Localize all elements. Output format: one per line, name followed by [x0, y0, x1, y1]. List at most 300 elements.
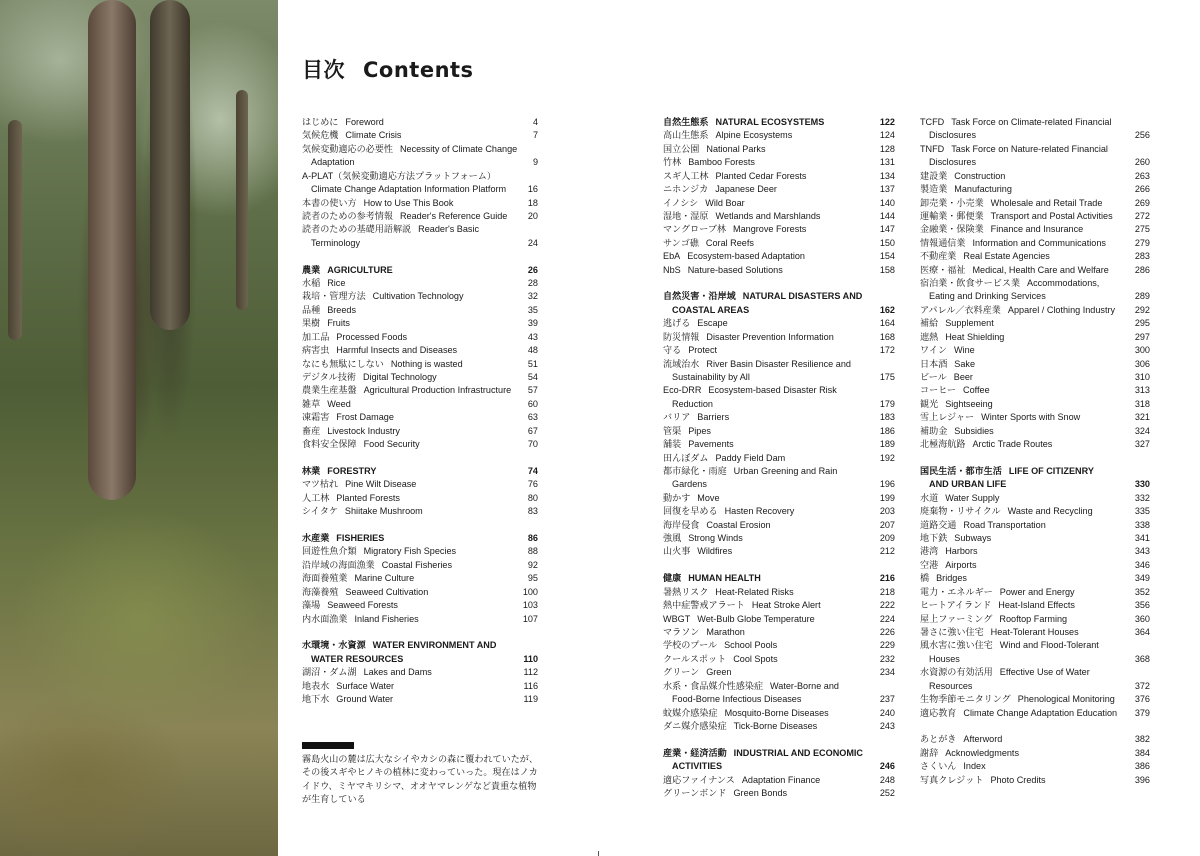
page-number: 186 — [879, 425, 895, 436]
entry-title-en: Tick-Borne Diseases — [733, 720, 818, 731]
entry-title — [663, 572, 895, 585]
entry-title-jp: バリア — [663, 412, 691, 423]
entry-title-jp: 暑さに強い住宅 — [920, 627, 984, 638]
entry-title-en: Waste and Recycling — [1007, 506, 1093, 517]
entry-title-jp: 熱中症警戒アラート — [663, 600, 745, 611]
page-number: 175 — [879, 372, 895, 382]
toc-entry[interactable] — [302, 344, 538, 357]
toc-entry[interactable] — [663, 774, 895, 787]
toc-section-heading[interactable] — [663, 747, 895, 774]
entry-title-jp: 暑熱リスク — [663, 586, 709, 597]
toc-entry[interactable] — [663, 237, 895, 250]
page-number: 330 — [1134, 479, 1150, 490]
entry-title-en: Task Force on Climate-related Financial — [951, 117, 1112, 127]
toc-entry[interactable] — [663, 519, 895, 532]
toc-entry[interactable] — [663, 720, 895, 733]
toc-entry[interactable] — [663, 129, 895, 142]
entry-title-en: Processed Foods — [336, 331, 408, 342]
toc-entry[interactable] — [920, 250, 1150, 263]
entry-title — [302, 344, 538, 357]
entry-title — [920, 599, 1150, 612]
entry-title-jp: NbS — [663, 264, 681, 275]
entry-title-en: Mangrove Forests — [733, 224, 807, 235]
toc-entry[interactable] — [920, 613, 1150, 626]
toc-entry[interactable] — [663, 425, 895, 438]
entry-title-en: Wetlands and Marshlands — [715, 210, 821, 221]
tree-trunk — [236, 90, 248, 310]
toc-entry[interactable] — [920, 599, 1150, 612]
toc-entry[interactable] — [920, 116, 1150, 143]
entry-title — [663, 250, 895, 263]
entry-title — [920, 760, 1150, 773]
entry-title — [663, 358, 895, 371]
entry-title-jp: 自然災害・沿岸域 — [663, 291, 736, 302]
entry-title — [302, 411, 538, 424]
entry-title — [663, 156, 895, 169]
entry-title-en: Power and Energy — [999, 586, 1075, 597]
page-number: 95 — [527, 573, 538, 584]
entry-title-en: Wild Boar — [705, 197, 745, 208]
toc-section-heading[interactable] — [663, 290, 895, 317]
entry-title-jp: 畜産 — [302, 425, 321, 436]
title-en: Contents — [363, 58, 474, 82]
toc-entry[interactable] — [920, 545, 1150, 558]
toc-section-heading[interactable] — [663, 116, 895, 129]
entry-title — [920, 183, 1150, 196]
toc-entry[interactable] — [663, 626, 895, 639]
toc-entry[interactable] — [920, 264, 1150, 277]
entry-title — [663, 586, 895, 599]
entry-title-en: Subways — [954, 533, 992, 544]
toc-entry[interactable] — [663, 505, 895, 518]
entry-title-en: Ground Water — [336, 694, 394, 705]
toc-entry[interactable] — [920, 586, 1150, 599]
entry-title — [663, 653, 895, 666]
toc-entry[interactable] — [920, 733, 1150, 746]
toc-entry[interactable] — [302, 586, 538, 599]
page-number: 128 — [879, 143, 895, 154]
entry-title — [920, 505, 1150, 518]
toc-entry[interactable] — [663, 586, 895, 599]
toc-section-heading[interactable] — [302, 532, 538, 545]
toc-entry[interactable] — [663, 639, 895, 652]
entry-title-jp: 建設業 — [920, 170, 948, 181]
entry-title-jp: なにも無駄にしない — [302, 358, 384, 369]
toc-entry[interactable] — [663, 384, 895, 411]
entry-title — [302, 264, 538, 277]
toc-entry[interactable] — [302, 384, 538, 397]
entry-title-en: Paddy Field Dam — [715, 452, 786, 463]
page-number: 189 — [879, 439, 895, 450]
toc-entry[interactable] — [920, 304, 1150, 317]
entry-title-en: Water-Borne and — [770, 680, 839, 691]
toc-entry[interactable] — [302, 438, 538, 451]
entry-title-en: Transport and Postal Activities — [990, 210, 1113, 221]
entry-title-en: Finance and Insurance — [990, 224, 1084, 235]
toc-section-heading[interactable] — [663, 572, 895, 585]
entry-title-en: Afterword — [963, 734, 1003, 745]
toc-entry[interactable] — [920, 170, 1150, 183]
entry-title — [920, 398, 1150, 411]
toc-entry[interactable] — [302, 680, 538, 693]
toc-entry[interactable] — [302, 129, 538, 142]
page-number: 382 — [1134, 734, 1150, 745]
entry-title-jp: 読者のための基礎用語解説 — [302, 224, 412, 235]
page-number: 335 — [1134, 506, 1150, 517]
entry-title-jp: 回遊性魚介類 — [302, 546, 357, 557]
toc-entry[interactable] — [302, 492, 538, 505]
page-number: 131 — [879, 157, 895, 168]
entry-title-jp: 凍霜害 — [302, 412, 330, 423]
toc-entry[interactable] — [920, 639, 1150, 666]
entry-title-en: Ecosystem-based Disaster Risk — [708, 385, 837, 396]
entry-title-en: National Parks — [706, 143, 766, 154]
entry-title-jp: ワイン — [920, 345, 948, 356]
toc-entry[interactable] — [663, 183, 895, 196]
page-number: 88 — [527, 546, 538, 557]
toc-entry[interactable] — [663, 613, 895, 626]
toc-entry[interactable] — [663, 331, 895, 344]
page-number: 158 — [879, 264, 895, 275]
entry-title-en: Beer — [953, 372, 973, 383]
entry-title-en: Cultivation Technology — [372, 291, 464, 302]
page-number: 7 — [532, 130, 538, 141]
entry-title — [663, 639, 895, 652]
entry-title — [920, 197, 1150, 210]
entry-title-en: Weed — [327, 398, 351, 409]
page-number: 147 — [879, 224, 895, 235]
toc-entry[interactable] — [663, 465, 895, 492]
entry-title-en: Cool Spots — [733, 653, 778, 664]
toc-column-2 — [663, 116, 895, 800]
entry-title-en: Digital Technology — [363, 372, 437, 382]
toc-entry[interactable] — [302, 210, 538, 223]
toc-entry[interactable] — [663, 143, 895, 156]
toc-entry[interactable] — [302, 371, 538, 384]
toc-entry[interactable] — [302, 613, 538, 626]
entry-title — [920, 384, 1150, 397]
toc-entry[interactable] — [302, 666, 538, 679]
page-number: 35 — [527, 304, 538, 315]
entry-title-en: Effective Use of Water — [999, 667, 1090, 678]
toc-entry[interactable] — [302, 398, 538, 411]
entry-title — [663, 532, 895, 545]
entry-title-jp: 北極海航路 — [920, 439, 966, 450]
toc-entry[interactable] — [663, 210, 895, 223]
page-number: 229 — [879, 640, 895, 651]
entry-title-jp: 気候変動適応の必要性 — [302, 143, 393, 154]
toc-entry[interactable] — [663, 545, 895, 558]
entry-title-en: Food Security — [363, 439, 420, 450]
entry-title — [920, 411, 1150, 424]
toc-entry[interactable] — [663, 411, 895, 424]
toc-entry[interactable] — [302, 478, 538, 491]
entry-title-en: Nature-based Solutions — [687, 264, 783, 275]
toc-entry[interactable] — [663, 787, 895, 800]
toc-entry[interactable] — [663, 492, 895, 505]
entry-title-jp: 海岸侵食 — [663, 519, 700, 530]
entry-title — [663, 317, 895, 330]
toc-entry[interactable] — [663, 666, 895, 679]
toc-entry[interactable] — [920, 223, 1150, 236]
toc-entry[interactable] — [920, 237, 1150, 250]
toc-entry[interactable] — [920, 572, 1150, 585]
toc-entry[interactable] — [302, 223, 538, 250]
entry-title-en: Frost Damage — [336, 412, 394, 423]
page-number: 321 — [1134, 412, 1150, 423]
entry-title-jp: 読者のための参考情報 — [302, 210, 393, 221]
page-number: 144 — [879, 210, 895, 221]
entry-title-jp: 栽培・管理方法 — [302, 291, 366, 302]
toc-entry[interactable] — [302, 143, 538, 170]
entry-title — [663, 452, 895, 465]
toc-entry[interactable] — [302, 505, 538, 518]
toc-entry[interactable] — [663, 223, 895, 236]
toc-entry[interactable] — [302, 304, 538, 317]
page-number: 300 — [1134, 345, 1150, 356]
entry-title-jp: 品種 — [302, 304, 321, 315]
toc-entry[interactable] — [920, 317, 1150, 330]
toc-entry[interactable] — [663, 250, 895, 263]
page-number: 119 — [523, 694, 538, 705]
toc-entry[interactable] — [920, 331, 1150, 344]
section-spacer — [302, 452, 538, 465]
page-number: 110 — [523, 653, 538, 664]
toc-entry[interactable] — [302, 317, 538, 330]
page-number: 376 — [1134, 694, 1150, 705]
photo-caption: 霧島火山の麓は広大なシイやカシの森に覆われていたが、その後スギやヒノキの植林に変わっていった。現在はノカイドウ、ミヤマキリシマ、オオヤマレンゲなど貴重な植物が生育している — [302, 754, 538, 805]
entry-title-jp: サンゴ礁 — [663, 237, 699, 248]
toc-entry[interactable] — [302, 116, 538, 129]
entry-title — [920, 317, 1150, 330]
toc-entry[interactable] — [663, 156, 895, 169]
entry-title — [663, 170, 895, 183]
entry-title — [920, 143, 1150, 156]
entry-title — [663, 626, 895, 639]
page-number: 172 — [879, 345, 895, 356]
toc-section-heading[interactable] — [920, 465, 1150, 492]
page-title — [302, 54, 474, 84]
toc-section-heading[interactable] — [302, 465, 538, 478]
toc-entry[interactable] — [663, 358, 895, 385]
toc-entry[interactable] — [920, 438, 1150, 451]
toc-entry[interactable] — [663, 680, 895, 707]
toc-entry[interactable] — [920, 693, 1150, 706]
toc-entry[interactable] — [920, 707, 1150, 720]
toc-entry[interactable] — [920, 183, 1150, 196]
entry-title — [663, 425, 895, 438]
entry-title-jp: 強風 — [663, 533, 682, 544]
entry-title-jp: デジタル技術 — [302, 372, 357, 382]
entry-title-jp: 動かす — [663, 492, 691, 503]
toc-entry[interactable] — [920, 425, 1150, 438]
entry-title-en: Heat-Tolerant Houses — [990, 627, 1079, 638]
toc-entry[interactable] — [302, 170, 538, 197]
toc-entry[interactable] — [920, 277, 1150, 304]
page-number: 140 — [879, 197, 895, 208]
entry-title-jp: 産業・経済活動 — [663, 747, 727, 758]
entry-title — [920, 519, 1150, 532]
toc-entry[interactable] — [302, 411, 538, 424]
toc-entry[interactable] — [920, 519, 1150, 532]
entry-title-en: Sightseeing — [945, 398, 993, 409]
entry-title-en: LIFE OF CITIZENRY — [1008, 465, 1094, 476]
toc-entry[interactable] — [920, 344, 1150, 357]
entry-title — [663, 545, 895, 558]
toc-entry[interactable] — [302, 197, 538, 210]
entry-title — [920, 733, 1150, 746]
entry-title-en: Bridges — [936, 573, 967, 584]
entry-title-jp: 遮熱 — [920, 331, 939, 342]
toc-entry[interactable] — [663, 170, 895, 183]
toc-entry[interactable] — [302, 559, 538, 572]
toc-entry[interactable] — [920, 210, 1150, 223]
entry-title-en: Livestock Industry — [327, 425, 400, 436]
entry-title — [302, 492, 538, 505]
page-number: 356 — [1134, 600, 1150, 611]
toc-entry[interactable] — [920, 747, 1150, 760]
page-number: 222 — [879, 600, 895, 611]
toc-entry[interactable] — [302, 425, 538, 438]
entry-title-continued: Resources — [929, 680, 973, 691]
entry-title-en: Acknowledgments — [945, 747, 1020, 758]
entry-title-en: Winter Sports with Snow — [981, 412, 1081, 423]
entry-title-jp: 適応ファイナンス — [663, 774, 735, 785]
page-number: 18 — [527, 197, 538, 208]
entry-title-continued: Climate Change Adaptation Information Platform — [311, 184, 507, 195]
toc-entry[interactable] — [663, 599, 895, 612]
entry-title-jp: 自然生態系 — [663, 117, 709, 127]
entry-title-jp: 湖沼・ダム湖 — [302, 667, 357, 678]
toc-entry[interactable] — [920, 411, 1150, 424]
entry-title-jp: 写真クレジット — [920, 774, 984, 785]
toc-entry[interactable] — [302, 358, 538, 371]
entry-title-jp: 港湾 — [920, 546, 939, 557]
toc-entry[interactable] — [920, 492, 1150, 505]
page-number: 289 — [1134, 291, 1150, 302]
entry-title-jp: 学校のプール — [663, 640, 718, 651]
toc-section-heading[interactable] — [302, 639, 538, 666]
toc-entry[interactable] — [663, 264, 895, 277]
entry-title-jp: 加工品 — [302, 331, 330, 342]
toc-entry[interactable] — [920, 559, 1150, 572]
entry-title-jp: アパレル／衣料産業 — [920, 304, 1001, 315]
toc-entry[interactable] — [920, 505, 1150, 518]
toc-entry[interactable] — [302, 693, 538, 706]
toc-entry[interactable] — [920, 666, 1150, 693]
entry-title-continued: Gardens — [672, 479, 707, 490]
toc-entry[interactable] — [663, 452, 895, 465]
entry-title-jp: 不動産業 — [920, 251, 957, 262]
toc-entry[interactable] — [663, 653, 895, 666]
entry-title — [920, 237, 1150, 250]
page-number: 57 — [527, 385, 538, 396]
entry-title-jp: 本書の使い方 — [302, 197, 357, 208]
section-spacer — [920, 720, 1150, 733]
entry-title-jp: EbA — [663, 251, 681, 262]
entry-title-jp: イノシシ — [663, 197, 699, 208]
toc-entry[interactable] — [663, 344, 895, 357]
entry-title — [302, 384, 538, 397]
toc-entry[interactable] — [302, 290, 538, 303]
entry-title-jp: ビール — [920, 372, 947, 383]
page-number: 122 — [879, 117, 895, 127]
page-number: 192 — [879, 452, 895, 463]
page-number: 384 — [1134, 747, 1150, 758]
entry-title-continued: Houses — [929, 653, 960, 664]
title-jp: 目次 — [302, 58, 345, 82]
page-number: 266 — [1134, 184, 1150, 195]
toc-entry[interactable] — [920, 384, 1150, 397]
entry-title-en: Information and Communications — [972, 237, 1106, 248]
toc-entry[interactable] — [920, 143, 1150, 170]
entry-title — [920, 492, 1150, 505]
toc-entry[interactable] — [302, 545, 538, 558]
toc-entry[interactable] — [920, 626, 1150, 639]
toc-entry[interactable] — [302, 572, 538, 585]
entry-title-jp: 健康 — [663, 573, 682, 584]
page-number: 199 — [879, 492, 895, 503]
toc-entry[interactable] — [920, 358, 1150, 371]
entry-title-jp: スギ人工林 — [663, 170, 709, 181]
entry-title-jp: 製造業 — [920, 184, 948, 195]
entry-title-en: Escape — [697, 318, 728, 329]
page-number: 346 — [1134, 559, 1150, 570]
page-number: 269 — [1134, 197, 1150, 208]
entry-title-en: Protect — [688, 345, 718, 356]
page-number: 116 — [523, 680, 538, 691]
toc-entry[interactable] — [302, 599, 538, 612]
toc-entry[interactable] — [920, 398, 1150, 411]
entry-title — [920, 210, 1150, 223]
entry-title-en: Disaster Prevention Information — [706, 331, 834, 342]
entry-title-en: Shiitake Mushroom — [344, 506, 423, 517]
entry-title-jp: 逃げる — [663, 318, 691, 329]
toc-entry[interactable] — [302, 331, 538, 344]
toc-entry[interactable] — [920, 760, 1150, 773]
toc-section-heading[interactable] — [302, 264, 538, 277]
entry-title-jp: 宿泊業・飲食サービス業 — [920, 278, 1021, 289]
toc-entry[interactable] — [920, 532, 1150, 545]
toc-entry[interactable] — [663, 532, 895, 545]
entry-title — [302, 639, 538, 652]
entry-title — [663, 774, 895, 787]
toc-entry[interactable] — [663, 438, 895, 451]
toc-entry[interactable] — [920, 197, 1150, 210]
entry-title-jp: 生物季節モニタリング — [920, 694, 1011, 705]
toc-entry[interactable] — [302, 277, 538, 290]
entry-title-jp: 気候危機 — [302, 130, 339, 141]
tree-trunk — [150, 0, 190, 330]
toc-entry[interactable] — [920, 371, 1150, 384]
toc-entry[interactable] — [663, 707, 895, 720]
entry-title-jp: 雪上レジャー — [920, 412, 975, 423]
entry-title — [663, 666, 895, 679]
entry-title — [302, 532, 538, 545]
page-number: 168 — [879, 331, 895, 342]
toc-entry[interactable] — [920, 774, 1150, 787]
entry-title — [302, 331, 538, 344]
entry-title — [663, 116, 895, 129]
page-number: 67 — [527, 425, 538, 436]
toc-column-3 — [920, 116, 1150, 787]
toc-entry[interactable] — [663, 197, 895, 210]
page-number: 343 — [1134, 546, 1150, 557]
toc-entry[interactable] — [663, 317, 895, 330]
entry-title — [920, 223, 1150, 236]
page-number: 218 — [879, 586, 895, 597]
entry-title-en: Task Force on Nature-related Financial — [951, 143, 1108, 154]
